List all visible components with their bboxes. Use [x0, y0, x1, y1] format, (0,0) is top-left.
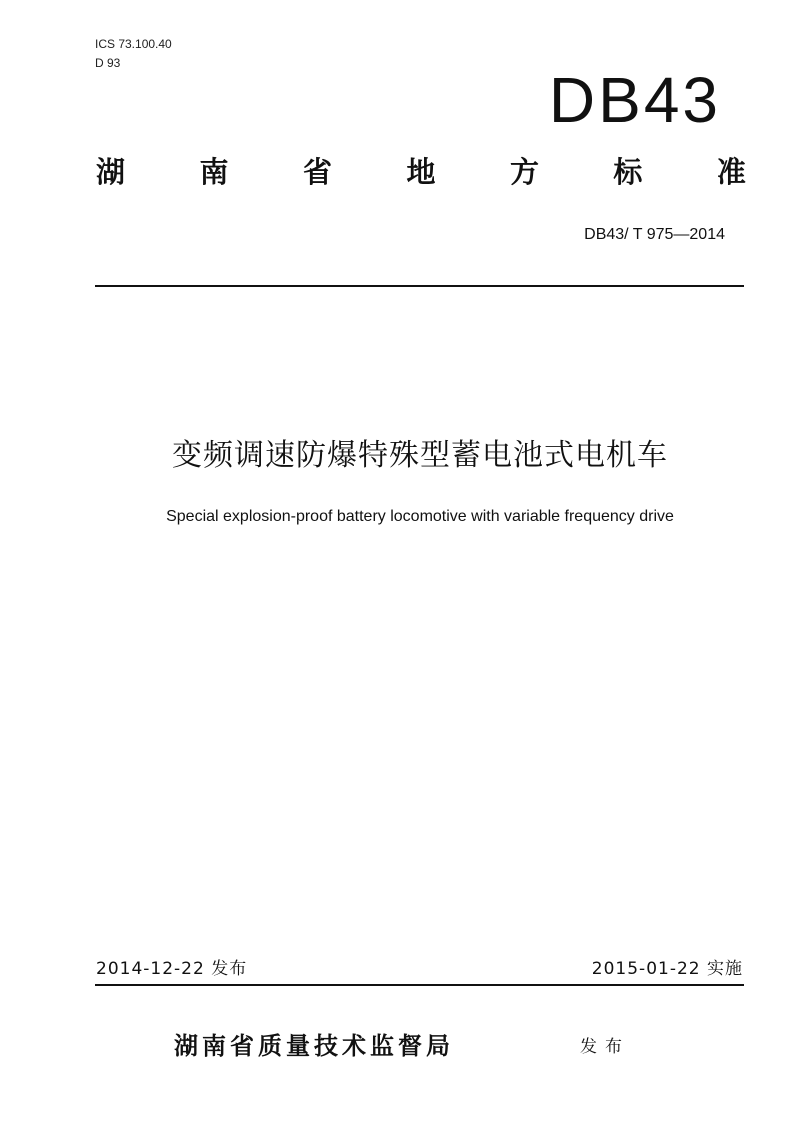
standard-code-logo: DB43 [548, 64, 721, 136]
publish-label: 发布 [580, 1037, 630, 1057]
issue-date: 2014-12-22 发布 [96, 959, 248, 979]
classification-code: D 93 [95, 56, 121, 70]
standard-type-char: 标 [613, 155, 643, 189]
publisher-name: 湖南省质量技术监督局 [174, 1032, 454, 1060]
standard-type-char: 南 [199, 155, 229, 189]
standard-type-heading [96, 152, 746, 192]
standard-type-char: 省 [302, 155, 332, 189]
standard-type-char: 准 [716, 155, 746, 189]
document-title-english: Special explosion-proof battery locomotive with variable frequency drive [166, 508, 674, 525]
implementation-date: 2015-01-22 实施 [591, 959, 743, 979]
standard-type-char: 地 [406, 155, 436, 189]
standard-number: DB43/ T 975—2014 [584, 226, 725, 243]
bottom-divider [95, 984, 744, 986]
document-title-chinese: 变频调速防爆特殊型蓄电池式电机车 [172, 438, 668, 473]
ics-code: ICS 73.100.40 [95, 37, 172, 51]
standard-type-char: 湖 [96, 155, 126, 189]
top-divider [95, 285, 744, 287]
standard-type-char: 方 [509, 155, 539, 189]
